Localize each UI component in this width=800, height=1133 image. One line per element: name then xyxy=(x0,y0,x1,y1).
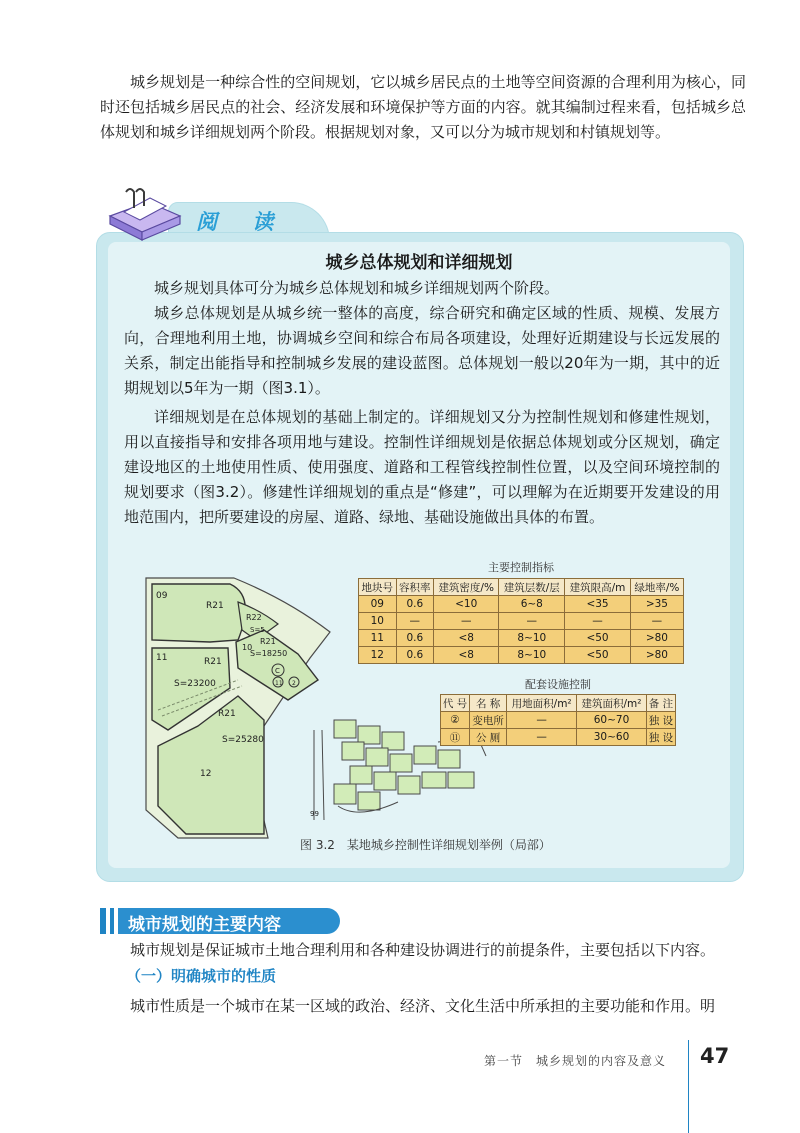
footer-chapter: 第一节 城乡规划的内容及意义 xyxy=(484,1054,667,1068)
table-cell: — xyxy=(507,712,577,729)
table-cell: — xyxy=(507,729,577,746)
plot-r22-zone: R22 xyxy=(246,613,262,622)
table-cell: 8~10 xyxy=(499,647,565,664)
reading-paragraph-1: 城乡规划具体可分为城乡总体规划和城乡详细规划两个阶段。 xyxy=(154,279,560,297)
table2-header: 代 号 xyxy=(441,695,470,712)
circle-c-label: C xyxy=(275,667,280,675)
table1-header: 建筑密度/% xyxy=(434,579,499,596)
section-paragraph-2: 城市性质是一个城市在某一区域的政治、经济、文化生活中所承担的主要功能和作用。明 xyxy=(130,997,716,1015)
table-cell: <8 xyxy=(434,630,499,647)
facility-control-table xyxy=(440,694,676,746)
facility-11-label: 11 xyxy=(275,680,283,687)
table-cell: 0.6 xyxy=(396,596,434,613)
table1-header: 绿地率/% xyxy=(630,579,683,596)
table-row xyxy=(441,712,676,729)
table-cell: ⑪ xyxy=(441,729,470,746)
section-title: 城市规划的主要内容 xyxy=(128,915,281,935)
plot-12-zone: R21 xyxy=(218,709,236,719)
plot-r22-area: S=5 xyxy=(250,626,265,634)
table-row xyxy=(359,613,684,630)
plot-10-area: S=18250 xyxy=(250,649,288,658)
plot-12-area: S=25280 xyxy=(222,735,264,745)
table-cell: 公 厕 xyxy=(470,729,507,746)
article-title: 城乡总体规划和详细规划 xyxy=(325,253,513,273)
table-cell: <8 xyxy=(434,647,499,664)
table-row xyxy=(359,630,684,647)
table-cell: — xyxy=(630,613,683,630)
table-cell: <10 xyxy=(434,596,499,613)
plot-10-zone: R21 xyxy=(260,637,276,646)
reading-paragraph-2: 城乡总体规划是从城乡统一整体的高度，综合研究和确定区域的性质、规模、发展方向，合理地利用土地，协调城乡空间和综合布局各项建设，处理好近期建设与长远发展的关系，制定出能指导和控制城乡发展的建设蓝图。总体规划一般以20年为一期，其中的近期规划以5年为一期（图3.1）。 xyxy=(124,304,720,397)
table-cell: 6~8 xyxy=(499,596,565,613)
table2-header: 用地面积/m² xyxy=(507,695,577,712)
subheading: （一）明确城市的性质 xyxy=(126,967,277,985)
reading-paragraph-3: 详细规划是在总体规划的基础上制定的。详细规划又分为控制性规划和修建性规划，用以直接指导和安排各项用地与建设。控制性详细规划是依据总体规划或分区规划，确定建设地区的土地使用性质、使用强度、道路和工程管线控制性位置，以及空间环境控制的规划要求（图3.2）。修建性详细规划的重点是“修建”，可以理解为在近期要开发建设的用地范围内，把所要建设的房屋、道路、绿地、基础设施做出具体的布置。 xyxy=(124,408,720,526)
table1-header: 地块号 xyxy=(359,579,397,596)
plot-11-zone: R21 xyxy=(204,657,222,667)
control-index-table xyxy=(358,578,684,664)
table-cell: 8~10 xyxy=(499,630,565,647)
table-cell: 60~70 xyxy=(577,712,647,729)
page-number: 47 xyxy=(700,1044,730,1068)
table2-header: 建筑面积/m² xyxy=(577,695,647,712)
plot-10-label: 10 xyxy=(242,643,253,652)
table2-header: 名 称 xyxy=(470,695,507,712)
plot-11-label: 11 xyxy=(156,653,168,663)
figure-caption: 图 3.2 某地城乡控制性详细规划举例（局部） xyxy=(300,838,551,852)
north-mark: 99 xyxy=(310,810,319,818)
plot-12-label: 12 xyxy=(200,769,212,779)
table-cell: 11 xyxy=(359,630,397,647)
table-cell: — xyxy=(565,613,631,630)
table-cell: <50 xyxy=(565,630,631,647)
plot-09-label: 09 xyxy=(156,591,168,601)
table-cell: >35 xyxy=(630,596,683,613)
table1-header: 建筑限高/m xyxy=(565,579,631,596)
table-cell: 0.6 xyxy=(396,647,434,664)
intro-paragraph: 城乡规划是一种综合性的空间规划，它以城乡居民点的土地等空间资源的合理利用为核心，同时还包括城乡居民点的社会、经济发展和环境保护等方面的内容。就其编制过程来看，包括城乡总体规划和城乡详细规划两个阶段。根据规划对象，又可以分为城市规划和村镇规划等。 xyxy=(100,73,746,141)
table-cell: <35 xyxy=(565,596,631,613)
table1-caption: 主要控制指标 xyxy=(488,561,554,574)
table-cell: 独 设 xyxy=(646,729,675,746)
table-cell: 0.6 xyxy=(396,630,434,647)
table-cell: 30~60 xyxy=(577,729,647,746)
footer-divider xyxy=(688,1040,689,1133)
reading-book-icon xyxy=(104,186,184,242)
table2-header: 备 注 xyxy=(646,695,675,712)
section-bar xyxy=(110,908,114,934)
table-cell: ② xyxy=(441,712,470,729)
table-cell: — xyxy=(434,613,499,630)
section-paragraph-1: 城市规划是保证城市土地合理利用和各种建设协调进行的前提条件，主要包括以下内容。 xyxy=(130,941,716,959)
table2-caption: 配套设施控制 xyxy=(525,678,591,691)
table-cell: >80 xyxy=(630,630,683,647)
table-row xyxy=(359,596,684,613)
table-cell: <50 xyxy=(565,647,631,664)
plot-09-zone: R21 xyxy=(206,601,224,611)
table1-header: 建筑层数/层 xyxy=(499,579,565,596)
table-cell: — xyxy=(499,613,565,630)
table-cell: 独 设 xyxy=(646,712,675,729)
table-cell: 变电所 xyxy=(470,712,507,729)
table1-header: 容积率 xyxy=(396,579,434,596)
table-cell: 10 xyxy=(359,613,397,630)
table-row xyxy=(441,729,676,746)
section-bar xyxy=(100,908,106,934)
table-cell: >80 xyxy=(630,647,683,664)
table-cell: 09 xyxy=(359,596,397,613)
table-row xyxy=(359,647,684,664)
table-cell: 12 xyxy=(359,647,397,664)
plot-11-area: S=23200 xyxy=(174,679,216,689)
reading-label: 阅 读 xyxy=(196,210,288,234)
table-cell: — xyxy=(396,613,434,630)
facility-2-label: 2 xyxy=(292,680,296,687)
